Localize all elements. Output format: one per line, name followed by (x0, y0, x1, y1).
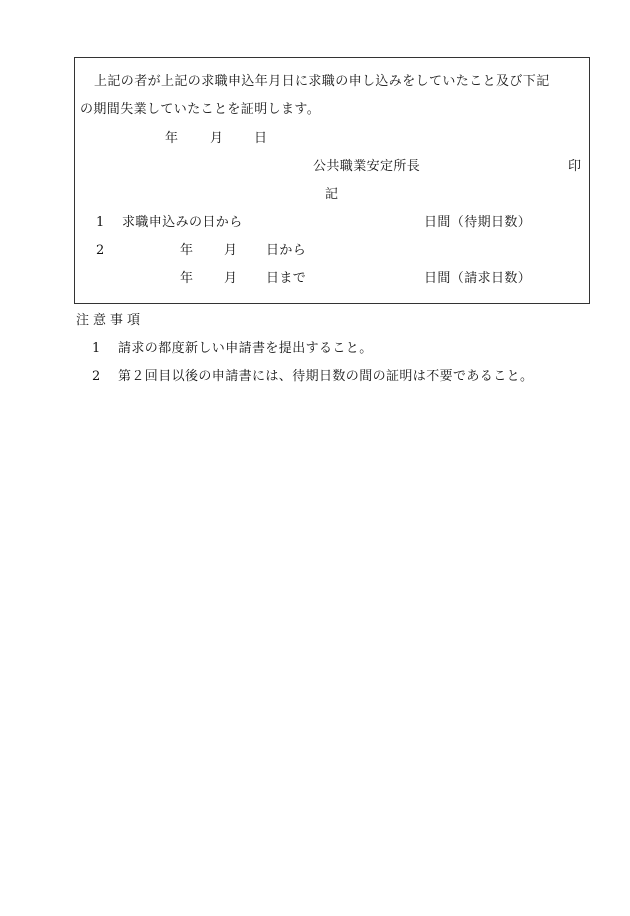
item2-to-month: 月 (224, 271, 238, 286)
item2-to-year: 年 (180, 271, 194, 286)
notes-heading: 注意事項 (76, 313, 145, 328)
date-year-label: 年 (165, 131, 179, 146)
certificate-text-line1: 上記の者が上記の求職申込年月日に求職の申し込みをしていたこと及び下記 (94, 74, 550, 89)
certificate-box (74, 57, 590, 304)
seal-mark: 印 (568, 159, 582, 174)
item2-number: 2 (96, 243, 105, 258)
record-mark: 記 (325, 187, 339, 202)
item2-days: 日間（請求日数） (424, 271, 532, 286)
note-text: 第２回目以後の申請書には、待期日数の間の証明は不要であること。 (118, 369, 534, 384)
item2-from-month: 月 (224, 243, 238, 258)
item2-from-day: 日から (266, 243, 307, 258)
note-text: 請求の都度新しい申請書を提出すること。 (118, 341, 373, 356)
date-day-label: 日 (254, 131, 268, 146)
item1-label: 求職申込みの日から (122, 215, 243, 230)
item1-number: 1 (96, 215, 105, 230)
office-title: 公共職業安定所長 (313, 159, 421, 174)
item2-from-year: 年 (180, 243, 194, 258)
item2-to-day: 日まで (266, 271, 307, 286)
date-month-label: 月 (210, 131, 224, 146)
note-number: 1 (92, 341, 101, 356)
certificate-text-line2: の期間失業していたことを証明します。 (80, 102, 321, 117)
item1-days: 日間（待期日数） (424, 215, 532, 230)
note-number: 2 (92, 369, 101, 384)
